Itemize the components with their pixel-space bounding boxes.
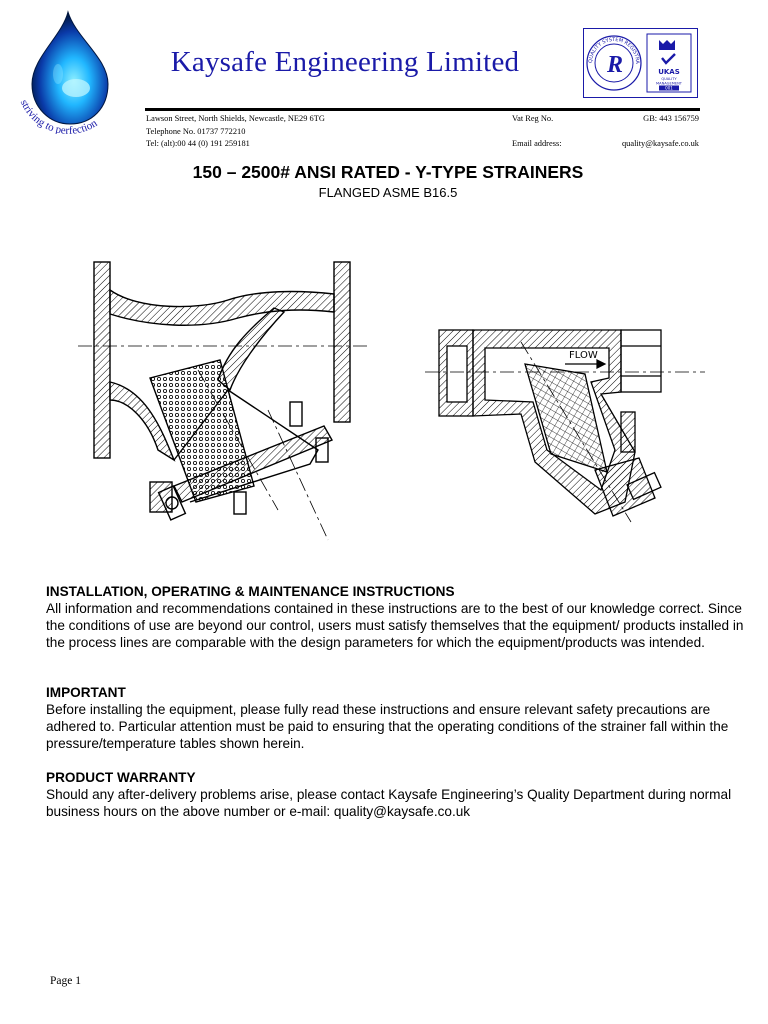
ukas-number: 001: [665, 85, 673, 91]
ukas-label: UKAS: [658, 68, 680, 76]
strainer-section-drawing-flanged: [78, 250, 368, 550]
telephone-line: Telephone No. 01737 772210: [146, 126, 246, 136]
contact-block-values: [600, 113, 699, 151]
section-important: [46, 684, 746, 752]
y-strainer-flanged-drawing: [78, 250, 368, 550]
y-strainer-threaded-drawing: [425, 302, 705, 547]
flow-label: FLOW: [569, 350, 598, 361]
contact-block-labels: [512, 113, 602, 151]
header-divider: [145, 108, 700, 111]
ukas-sub2: MANAGEMENT: [656, 81, 682, 86]
address-line: Lawson Street, North Shields, Newcastle, NE29 6TG: [146, 114, 325, 123]
page-number: Page 1: [50, 975, 81, 987]
svg-text:R: R: [607, 52, 624, 78]
email-value[interactable]: quality@kaysafe.co.uk: [621, 139, 699, 149]
section-body: Should any after-delivery problems arise, please contact Kaysafe Engineering’s Quality Department during normal business hours on the above number or e-mail: quality@kaysafe.co.uk: [46, 787, 732, 819]
logo-tagline: striving to perfection: [17, 97, 100, 134]
section-warranty: [46, 769, 746, 820]
certification-logos: [583, 28, 698, 98]
section-body: All information and recommendations contained in these instructions are to the best of our knowledge correct. Since the conditions of use are beyond our control, users must satisfy themselves that the equipment/ products installed in the process lines are comparable with the design parameters for which the equipment/products was intended.: [46, 601, 744, 650]
strainer-section-drawing-threaded: [425, 302, 705, 547]
section-heading: INSTALLATION, OPERATING & MAINTENANCE INSTRUCTIONS: [46, 584, 455, 599]
alt-telephone-line: Tel: (alt):00 44 (0) 191 259181: [146, 139, 250, 149]
section-heading: IMPORTANT: [46, 685, 126, 700]
cert-ring-text: QUALITY SYSTEM REGISTRA: [587, 36, 641, 64]
vat-value: GB: 443 156759: [643, 114, 699, 123]
vat-label: Vat Reg No.: [512, 114, 554, 123]
contact-block-left: [146, 113, 426, 151]
document-subtitle: FLANGED ASME B16.5: [318, 185, 458, 200]
ukas-sub1: QUALITY: [661, 77, 677, 81]
section-heading: PRODUCT WARRANTY: [46, 770, 196, 785]
section-body: Before installing the equipment, please fully read these instructions and ensure relevant safety precautions are adhered to. Particular attention must be paid to ensuring that the operating conditions of the strainer fall within the pressure/temperature tables shown herein.: [46, 702, 729, 751]
document-title: 150 – 2500# ANSI RATED - Y-TYPE STRAINERS: [192, 162, 584, 182]
company-name: Kaysafe Engineering Limited: [170, 46, 520, 78]
section-installation: [46, 583, 746, 651]
email-label: Email address:: [512, 139, 562, 149]
certification-badge-icon: [583, 28, 698, 98]
